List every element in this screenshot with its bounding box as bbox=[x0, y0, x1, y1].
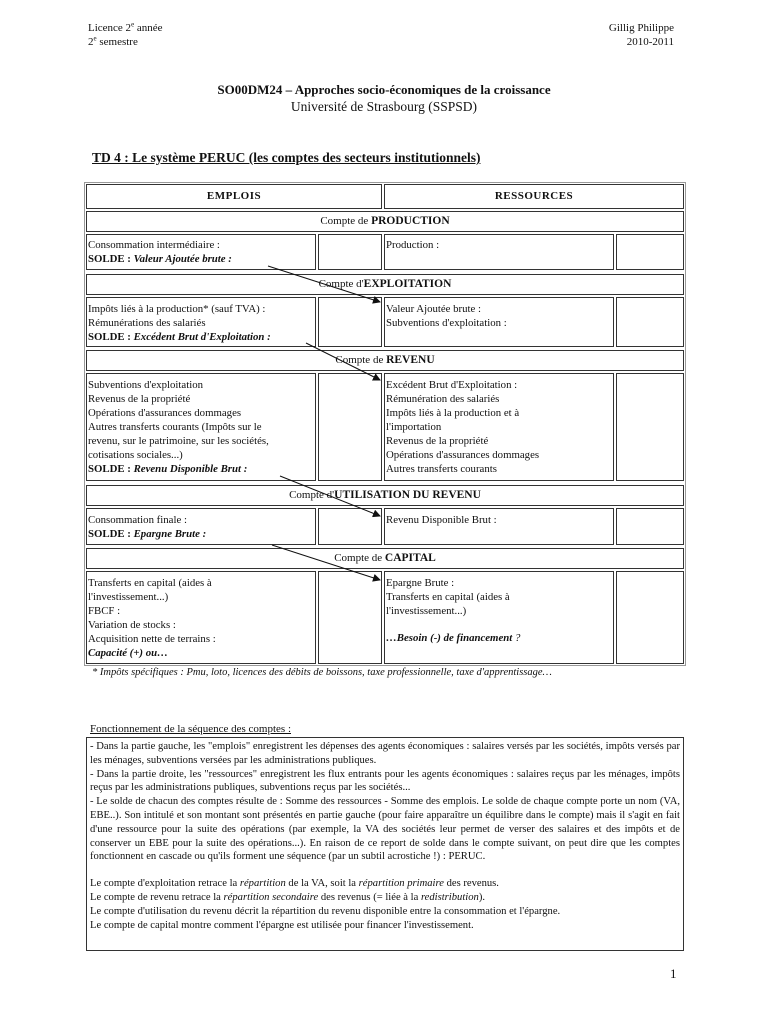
arrow-va-to-exploitation bbox=[268, 266, 380, 302]
capital-left-text: Transferts en capital (aides à l'investissement...) FBCF : Variation de stocks : Acquisition nette de terrains : Capacité (+) ou… bbox=[88, 577, 216, 659]
production-right-text: Production : bbox=[386, 239, 440, 251]
compte-utilisation-band: Compte d'UTILISATION DU REVENU bbox=[86, 485, 684, 506]
revenu-left-text: Subventions d'exploitation Revenus de la propriété Opérations d'assurances dommages Autres transferts courants (Impôts sur le revenu, sur le patrimoine, sur les sociétés, cotisations sociales...) SOLDE : Revenu Disponible Brut : bbox=[88, 379, 269, 475]
compte-revenu-band: Compte de REVENU bbox=[86, 350, 684, 371]
compte-production-band: Compte de PRODUCTION bbox=[86, 211, 684, 232]
fonctionnement-box bbox=[86, 737, 684, 951]
page-number: 1 bbox=[670, 966, 677, 981]
fonctionnement-p2: - Dans la partie droite, les "ressources" enregistrent les flux entrants pour les agents économiques : salaires reçus par les ménages, impôts reçus par les administrations publiques, subventions reçus par les sociétés... bbox=[90, 768, 680, 794]
arrow-ebe-to-revenu bbox=[306, 343, 380, 380]
footnote: * Impôts spécifiques : Pmu, loto, licences des débits de boissons, taxe professionnelle, taxe d'apprentissage… bbox=[92, 667, 552, 678]
td-title: TD 4 : Le système PERUC (les comptes des secteurs institutionnels) bbox=[92, 150, 481, 165]
university-name: Université de Strasbourg (SSPSD) bbox=[290, 99, 478, 114]
header-year: 2010-2011 bbox=[626, 36, 674, 48]
exploitation-right-text: Valeur Ajoutée brute : Subventions d'exploitation : bbox=[386, 303, 507, 329]
compte-capital-band: Compte de CAPITAL bbox=[86, 548, 684, 569]
capital-right-text: Epargne Brute : Transferts en capital (aides à l'investissement...) …Besoin (-) de financement ? bbox=[386, 577, 521, 644]
exploitation-left-text: Impôts liés à la production* (sauf TVA) : Rémunérations des salariés SOLDE : Excédent Brut d'Exploitation : bbox=[88, 303, 271, 343]
utilisation-right-text: Revenu Disponible Brut : bbox=[386, 514, 497, 526]
fonctionnement-exploitation-line: Le compte d'exploitation retrace la répartition de la VA, soit la répartition primaire des revenus. bbox=[90, 878, 499, 890]
header-author: Gillig Philippe bbox=[608, 22, 674, 34]
compte-exploitation-band: Compte d'EXPLOITATION bbox=[86, 274, 684, 295]
fonctionnement-p3: - Le solde de chacun des comptes résulte de : Somme des ressources - Somme des emplois. Le solde de chaque compte porte un nom (VA, EBE..). Son intitulé et son montant sont présentés en partie gauche (pour faire apparaître un équilibre dans le compte) mais il s'agit en fait d'une ressource pour la suite des opérations (par exemple, la VA des sociétés leur permet de verser des salaires et des impôts et de conserver un EBE pour la suite des opérations...). En raison de ce report de solde dans le compte suivant, on peut dire que les comptes fonctionnent en cascade ou qu'ils forment une séquence (par un subtil acrostiche !) : PERUC. bbox=[90, 796, 680, 863]
header-level: Licence 2e année bbox=[88, 20, 163, 34]
production-left-text: Consommation intermédiaire : SOLDE : Valeur Ajoutée brute : bbox=[88, 239, 232, 265]
arrow-epargne-to-capital bbox=[272, 545, 380, 580]
fonctionnement-utilisation-line: Le compte d'utilisation du revenu décrit la répartition du revenu disponible entre la consommation et l'épargne. bbox=[90, 905, 561, 917]
course-title: SO00DM24 – Approches socio-économiques de la croissance bbox=[217, 82, 551, 97]
header-semester: 2e semestre bbox=[88, 34, 138, 48]
utilisation-left-text: Consommation finale : SOLDE : Epargne Brute : bbox=[88, 514, 207, 540]
ressources-header: RESSOURCES bbox=[494, 190, 574, 202]
fonctionnement-revenu-line: Le compte de revenu retrace la répartition secondaire des revenus (= liée à la redistribution). bbox=[90, 891, 486, 903]
fonctionnement-title: Fonctionnement de la séquence des comptes : bbox=[90, 723, 291, 735]
arrow-rdb-to-utilisation bbox=[280, 476, 380, 516]
fonctionnement-p1: - Dans la partie gauche, les "emplois" enregistrent les dépenses des agents économiques : salaires versés par les sociétés, impôts versés par les ménages, subventions versées par les administrations publiques. bbox=[90, 741, 680, 766]
emplois-header: EMPLOIS bbox=[206, 190, 262, 202]
fonctionnement-capital-line: Le compte de capital montre comment l'épargne est utilisée pour financer l'investissement. bbox=[90, 919, 474, 931]
revenu-right-text: Excédent Brut d'Exploitation : Rémunération des salariés Impôts liés à la production et à l'importation Revenus de la propriété Opérations d'assurances dommages Autres transferts courants bbox=[386, 379, 540, 475]
